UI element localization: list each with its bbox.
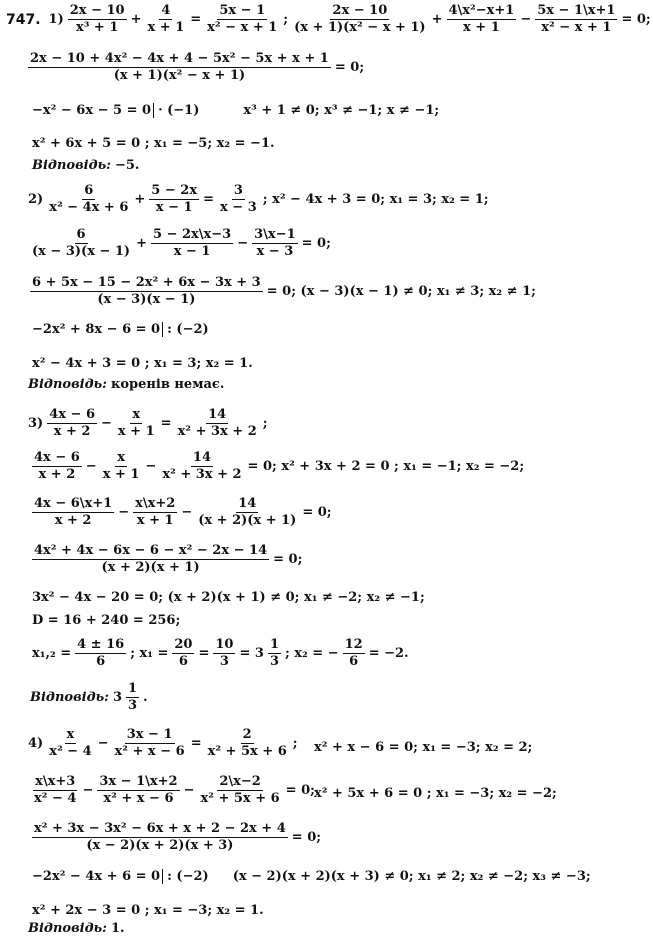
fraction xyxy=(160,451,243,482)
p2-line4 xyxy=(30,322,211,337)
numerator: 12 xyxy=(344,637,363,652)
denominator: x + 1 xyxy=(463,20,500,35)
numerator: 3x − 1\x+2 xyxy=(99,774,178,789)
p2-line2 xyxy=(28,228,333,259)
p3-answer xyxy=(28,682,150,713)
operator: − xyxy=(97,736,109,751)
denominator: (x + 1)(x² − x + 1) xyxy=(294,20,426,35)
fraction xyxy=(213,638,235,669)
fraction xyxy=(101,451,142,482)
answer-label: Відповідь: xyxy=(28,921,107,936)
p2-line1 xyxy=(26,184,491,215)
p4-answer xyxy=(26,921,127,936)
denominator: x − 1 xyxy=(173,244,211,259)
denominator: x² + 3x + 2 xyxy=(177,424,257,439)
fraction xyxy=(126,682,139,713)
text: = 3 xyxy=(239,646,264,661)
operator: + xyxy=(136,236,147,251)
numerator: 3 xyxy=(233,183,243,198)
p3-line7 xyxy=(30,638,411,669)
fraction xyxy=(47,728,93,759)
answer-whole: 3 xyxy=(112,690,123,705)
denominator: x² + x − 6 xyxy=(103,791,174,806)
denominator: x² − 4x + 6 xyxy=(49,200,129,215)
denominator: x² − 4 xyxy=(34,791,77,806)
operator: = xyxy=(190,736,202,751)
operator: = xyxy=(190,12,202,27)
operator: = xyxy=(203,192,214,207)
denominator: 6 xyxy=(349,654,359,669)
denominator: x² − 4 xyxy=(49,744,92,759)
operation: · (−1) xyxy=(158,103,200,118)
operator: + xyxy=(431,12,443,27)
discriminant: D = 16 + 240 = 256; xyxy=(32,613,181,628)
fraction xyxy=(30,276,263,307)
numerator: x\x+2 xyxy=(135,496,176,511)
denominator: 6 xyxy=(96,654,106,669)
p4-line2 xyxy=(30,775,317,806)
denominator: x + 1 xyxy=(117,424,155,439)
fraction xyxy=(116,408,157,439)
condition: (x − 2)(x + 2)(x + 3) ≠ 0; x₁ ≠ 2; x₂ ≠ −2; x₃ ≠ −3; xyxy=(232,869,591,884)
numerator: 4\x²−x+1 xyxy=(448,3,515,18)
denominator: x² + 5x + 6 xyxy=(207,744,287,759)
fraction xyxy=(343,638,365,669)
fraction xyxy=(252,228,297,259)
fraction xyxy=(30,228,132,259)
fraction xyxy=(172,638,194,669)
equation-tail: = 0; xyxy=(301,236,331,251)
fraction xyxy=(32,544,269,575)
answer-value: −5. xyxy=(114,158,140,173)
operator: − xyxy=(183,783,195,798)
denominator: x² + 3x + 2 xyxy=(162,467,242,482)
p1-line3 xyxy=(30,103,441,118)
p2-line5 xyxy=(30,356,255,371)
denominator: 3 xyxy=(269,654,279,669)
separator: ; xyxy=(283,12,289,27)
denominator: x + 2 xyxy=(53,424,91,439)
numerator: 6 + 5x − 15 − 2x² + 6x − 3x + 3 xyxy=(32,275,261,290)
p1-line4 xyxy=(30,136,277,151)
p1-answer xyxy=(30,158,141,173)
text: = xyxy=(198,646,210,661)
fraction xyxy=(535,4,617,35)
equation-tail: ; x² − 4x + 3 = 0; x₁ = 3; x₂ = 1; xyxy=(262,192,489,207)
numerator: x xyxy=(132,407,141,422)
fraction xyxy=(47,184,130,215)
operator: − xyxy=(181,505,193,520)
p4-line3 xyxy=(30,822,323,853)
fraction xyxy=(198,775,281,806)
denominator: x + 1 xyxy=(147,20,185,35)
equation: −2x² + 8x − 6 = 0 xyxy=(30,322,163,337)
p2-line3 xyxy=(28,276,538,307)
denominator: (x − 3)(x − 1) xyxy=(97,292,196,307)
numerator: 4x − 6 xyxy=(49,407,95,422)
numerator: x xyxy=(66,727,75,742)
denominator: x + 1 xyxy=(102,467,140,482)
operator: − xyxy=(82,783,94,798)
denominator: x + 2 xyxy=(54,513,92,528)
fraction xyxy=(75,638,126,669)
numerator: 3\x−1 xyxy=(254,227,296,242)
p3-line1 xyxy=(26,408,270,439)
p1-line1 xyxy=(6,4,653,35)
operator: − xyxy=(101,416,112,431)
fraction xyxy=(28,52,331,83)
denominator: 3 xyxy=(219,654,229,669)
equation-tail: = 0; xyxy=(621,12,651,27)
fraction xyxy=(176,408,259,439)
equation: x² − 4x + 3 = 0 ; x₁ = 3; x₂ = 1. xyxy=(32,356,253,371)
denominator: x² − x + 1 xyxy=(541,20,612,35)
numerator: 1 xyxy=(269,637,279,652)
fraction xyxy=(206,728,289,759)
equation-tail: ; xyxy=(292,736,298,751)
fraction xyxy=(149,184,199,215)
answer-label: Відповідь: xyxy=(32,158,111,173)
answer-label: Відповідь: xyxy=(28,377,107,392)
text: . xyxy=(143,690,148,705)
numerator: 3x − 1 xyxy=(126,727,173,742)
p4-side1 xyxy=(312,740,534,755)
numerator: 14 xyxy=(208,407,227,422)
numerator: 14 xyxy=(192,450,211,465)
p3-line4 xyxy=(30,544,304,575)
equation: −2x² − 4x + 6 = 0 xyxy=(30,869,163,884)
operator: + xyxy=(130,12,142,27)
numerator: 4 xyxy=(161,3,171,18)
answer-value: коренів немає. xyxy=(110,377,225,392)
p4-line1 xyxy=(26,728,300,759)
answer-value: 1. xyxy=(110,921,125,936)
fraction xyxy=(218,184,259,215)
numerator: 4 ± 16 xyxy=(77,637,125,652)
equation: 3x² − 4x − 20 = 0; (x + 2)(x + 1) ≠ 0; x₁ ≠ −2; x₂ ≠ −1; xyxy=(32,590,425,605)
problem-number: 747. xyxy=(6,11,41,28)
text: = −2. xyxy=(368,646,409,661)
p3-line3 xyxy=(30,497,334,528)
numerator: 2x − 10 xyxy=(332,3,388,18)
operation: : (−2) xyxy=(167,869,209,884)
denominator: (x − 2)(x + 2)(x + 3) xyxy=(86,838,234,853)
numerator: 4x² + 4x − 6x − 6 − x² − 2x − 14 xyxy=(34,543,268,558)
numerator: 2 xyxy=(242,727,252,742)
equation-tail: ; xyxy=(262,416,268,431)
fraction xyxy=(196,497,298,528)
denominator: (x − 3)(x − 1) xyxy=(32,244,131,259)
numerator: 5x − 1 xyxy=(219,3,266,18)
numerator: x² + 3x − 3x² − 6x + x + 2 − 2x + 4 xyxy=(34,821,286,836)
fraction xyxy=(113,728,187,759)
numerator: 4x − 6 xyxy=(34,450,80,465)
operator: − xyxy=(145,459,157,474)
numerator: 5 − 2x\x−3 xyxy=(153,227,232,242)
denominator: x − 3 xyxy=(256,244,294,259)
equation-tail: = 0; xyxy=(273,552,303,567)
p3-line6 xyxy=(30,613,182,628)
p2-label: 2) xyxy=(28,192,44,207)
operator: = xyxy=(160,416,172,431)
denominator: x² − x + 1 xyxy=(207,20,278,35)
fraction xyxy=(133,497,177,528)
numerator: 6 xyxy=(84,183,94,198)
equation-tail: = 0; xyxy=(285,783,315,798)
numerator: x xyxy=(117,450,125,465)
operator: − xyxy=(237,236,249,251)
p1-line2 xyxy=(26,52,366,83)
equation: −x² − 6x − 5 = 0 xyxy=(30,103,154,118)
numerator: 5 − 2x xyxy=(151,183,198,198)
p4-line4 xyxy=(30,869,593,884)
fraction xyxy=(97,775,179,806)
numerator: 2\x−2 xyxy=(219,774,261,789)
equation-tail: = 0; xyxy=(334,60,365,75)
p3-line2 xyxy=(30,451,526,482)
numerator: 2x − 10 + 4x² − 4x + 4 − 5x² − 5x + x + 1 xyxy=(30,51,329,66)
operator: − xyxy=(520,12,532,27)
operator: + xyxy=(134,192,146,207)
denominator: x − 3 xyxy=(220,200,257,215)
condition: x³ + 1 ≠ 0; x³ ≠ −1; x ≠ −1; xyxy=(243,103,440,118)
fraction xyxy=(32,497,114,528)
equation-tail: = 0; (x − 3)(x − 1) ≠ 0; x₁ ≠ 3; x₂ ≠ 1; xyxy=(266,284,536,299)
fraction xyxy=(32,775,78,806)
numerator: 2x − 10 xyxy=(69,3,125,18)
p3-line5 xyxy=(30,590,427,605)
operation: : (−2) xyxy=(167,322,209,337)
fraction xyxy=(151,228,233,259)
side-equation: x² + x − 6 = 0; x₁ = −3; x₂ = 2; xyxy=(314,740,533,755)
fraction xyxy=(32,822,288,853)
numerator: 1 xyxy=(128,681,138,696)
fraction xyxy=(205,4,279,35)
numerator: 10 xyxy=(215,637,234,652)
fraction xyxy=(146,4,187,35)
denominator: x − 1 xyxy=(155,200,193,215)
text: ; x₁ = xyxy=(130,646,169,661)
denominator: x + 1 xyxy=(136,513,174,528)
p3-label: 3) xyxy=(28,416,44,431)
p1-label: 1) xyxy=(48,12,64,27)
fraction xyxy=(47,408,97,439)
answer-label: Відповідь: xyxy=(30,690,109,705)
p2-answer xyxy=(26,377,226,392)
numerator: 14 xyxy=(238,496,257,511)
numerator: 5x − 1\x+1 xyxy=(537,3,616,18)
p4-side2 xyxy=(312,786,559,801)
equation: x² + 2x − 3 = 0 ; x₁ = −3; x₂ = 1. xyxy=(32,903,264,918)
operator: − xyxy=(118,505,130,520)
denominator: (x + 1)(x² − x + 1) xyxy=(113,68,246,83)
numerator: 4x − 6\x+1 xyxy=(34,496,113,511)
denominator: x² + x − 6 xyxy=(114,744,185,759)
numerator: 6 xyxy=(76,227,86,242)
denominator: (x + 2)(x + 1) xyxy=(101,560,200,575)
fraction xyxy=(292,4,427,35)
denominator: x³ + 1 xyxy=(75,20,119,35)
p4-label: 4) xyxy=(28,736,44,751)
denominator: (x + 2)(x + 1) xyxy=(198,513,297,528)
denominator: 6 xyxy=(178,654,188,669)
side-equation: x² + 5x + 6 = 0 ; x₁ = −3; x₂ = −2; xyxy=(314,786,557,801)
numerator: 20 xyxy=(174,637,193,652)
fraction xyxy=(32,451,82,482)
text: ; x₂ = − xyxy=(284,646,339,661)
fraction xyxy=(447,4,517,35)
equation-tail: = 0; x² + 3x + 2 = 0 ; x₁ = −1; x₂ = −2; xyxy=(247,459,525,474)
fraction xyxy=(268,638,281,669)
numerator: x\x+3 xyxy=(35,774,76,789)
fraction xyxy=(68,4,127,35)
denominator: 3 xyxy=(128,698,138,713)
equation: x² + 6x + 5 = 0 ; x₁ = −5; x₂ = −1. xyxy=(32,136,275,151)
roots-label: x₁,₂ = xyxy=(32,646,72,661)
equation-tail: = 0; xyxy=(302,505,332,520)
p4-line5 xyxy=(30,903,266,918)
equation-tail: = 0; xyxy=(291,830,322,845)
operator: − xyxy=(85,459,97,474)
denominator: x² + 5x + 6 xyxy=(200,791,280,806)
denominator: x + 2 xyxy=(38,467,76,482)
